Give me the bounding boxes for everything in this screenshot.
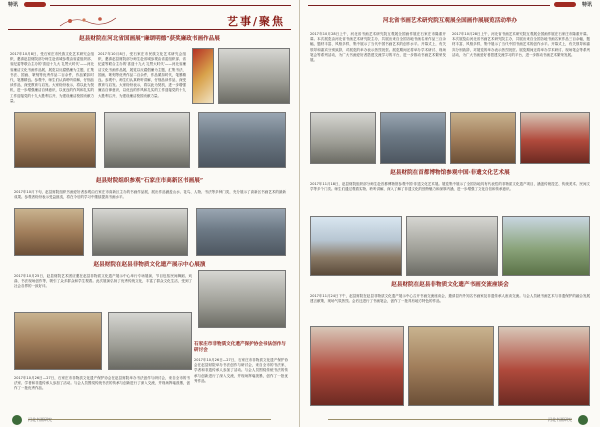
right-article3-headline: 赵县财院在赵县非物质文化遗产书画交流座谈会 [391,282,509,288]
article2-headline: 赵县财院组织参观“石家庄市高新区书画展” [95,178,204,184]
right-footer-rule [328,419,572,420]
left-header-bar [0,0,299,9]
right-article3-text: 2017年11月24日下午，赵县财院在赵县非物质文化遗产展示中心召开书画交流座谈会，邀请县内外知名书画家及非遗传承人座谈交流。与会人员就书画艺术与非遗保护的融合发展建言献策，现场气氛热烈。会后还进行了书画笔会，创作了一批具有地方特色的作品。 [310,294,590,304]
handshake-photo [14,312,102,370]
group-meeting-photo [92,208,188,256]
right-article2-text: 2017年11月18日，赵县财院组织部分师生赴首都博物馆参观中国·非遗文化艺术展。展览集中展示了全国各地具有代表性的非物质文化遗产项目，涵盖传统技艺、传统美术、民间文学等多个门类。师生们通过观看实物、聆听讲解，深入了解了非遗文化的独特魅力和深厚内涵，进一步增强了文化自信和传承意识。 [310,182,590,192]
seminar-photo [310,326,404,406]
outdoor-group-photo [502,216,590,276]
exhibit-viewing-photo [406,216,498,276]
section-banner [8,12,291,30]
article1-text-col1: 2017年10月8日，受石家庄市民族文化艺术研究会组织，邀请赵县财院部分师生赴省城参观由省委组织部、省纪委等联合主办的‘喜迎十九大 礼赞大时代’——河北省廉洁文化书画作品展，展览以反腐倡廉为主题，汇集书法、国画、篆刻等优秀作品二百余件，作品紧扣时代，笔墨精良。参观中，师生们认真聆听讲解，仔细品读作品，深受教育与启发。大家纷纷表示，将以此为契机，进一步增强廉洁自律意识，以优良的作风和扎实的工作迎接党的十九大胜利召开，为建设廉洁校园贡献力量。 [10,52,94,103]
left-footer [0,413,299,427]
performance-photo [198,270,286,328]
audience-photo [108,312,192,370]
left-header-rule [50,5,291,6]
art-room-photo [14,208,84,256]
article4-headline: 石家庄市非物质文化遗产保护协会书法创作与研讨会 [194,342,286,353]
left-header-pill [24,2,46,7]
group-photo-banner [520,112,590,164]
right-article1-headline: 河北省书画艺术研究院互观展全国画作展展览活动举办 [382,18,518,24]
flower-decoration-icon [58,14,118,28]
left-magazine-name: 河北书画研究 [28,417,52,422]
right-page-number-badge [578,415,588,425]
right-footer [300,413,600,427]
article1-text-col2: 2017年10月8日，受石家庄市民族文化艺术研究会组织，邀请赵县财院部分师生赴省城参观由省委组织部、省纪委等联合主办的‘喜迎十九大 礼赞大时代’——河北省廉洁文化书画作品展，展览以反腐倡廉为主题，汇集书法、国画、篆刻等优秀作品二百余件，作品紧扣时代，笔墨精良。参观中，师生们认真聆听讲解，仔细品读作品，深受教育与启发。大家纷纷表示，将以此为契机，进一步增强廉洁自律意识，以优良的作风和扎实的工作迎接党的十九大胜利召开，为建设廉洁校园贡献力量。 [98,52,186,98]
calligraphy-wall-photo [14,112,96,168]
brush-writing-photo [408,326,494,406]
banner-group-photo [498,326,590,406]
museum-exterior-photo [310,216,402,276]
article2-text: 2017年10月下旬，赵县财院组织书画爱好者参观由石家庄市高新区主办的书画作品展，展出作品涵盖山水、花鸟、人物、书法等多种门类，充分展示了高新区书画艺术的最新成果。参观者纷纷表示受益匪浅，将在今后的学习中继续提高书画水平。 [14,190,286,200]
right-header-pill [554,2,576,7]
left-footer-rule [28,419,271,420]
left-header-tab: 特讯 [8,2,19,8]
article1-headline: 赵县财院在河北省国画展“廉颂明德”获奖廉政书画作品展 [79,36,220,42]
speech-photo [380,112,446,164]
right-article2-headline: 赵县财院在首都博物馆参观中国·非遗文化艺术展 [390,170,510,176]
exhibition-hall-photo [218,48,290,104]
poster-photo [192,48,214,104]
article4-text-left: 2017年10月26日—27日，石家庄市非物质文化遗产保护协会在赵县财院举办书法创作与研讨会，来自全市的书法家、学者和非遗传承人参加了活动。与会人员围绕传统书法的传承与创新进行了深入交流，并现场挥毫泼墨，创作了一批优秀作品。 [14,376,190,391]
article3-text: 2017年10月25日，赵县财院艺术团应邀在赵县非物质文化遗产展示中心举行专场展演，节目包括民间舞蹈、戏曲、书法现场创作等，吸引了众多群众和学生观看。此次展演弘扬了优秀传统文化，丰富了群众文化生活，受到了社会各界的一致好评。 [14,274,192,289]
gallery-visitors-photo [198,112,286,168]
right-article1-text-col2: 2017年10月28日上午，河北省书画艺术研究院互观展全国画作展在石家庄市隆重开幕。本次展览由河北省书画艺术研究院主办，共展出来自全国各地书画名家作品三百余幅，题材丰富、风格多样，集中展示了当代中国书画艺术的创作水平。开幕式上，有关领导和嘉宾分别致辞，对展览的举办表示热烈祝贺。展览期间还将举办学术研讨、现场笔会等系列活动，为广大书画爱好者搭建交流学习的平台，进一步推动书画艺术繁荣发展。 [452,32,590,57]
presentation-photo [196,208,286,256]
opening-ceremony-photo [310,112,376,164]
painting-demo-photo [450,112,516,164]
right-header-bar [300,0,600,9]
right-page [300,0,600,427]
article4-text: 2017年10月26日—27日，石家庄市非物质文化遗产保护协会在赵县财院举办书法创作与研讨会，来自全市的书法家、学者和非遗传承人参加了活动。与会人员围绕传统书法的传承与创新进行了深入交流，并现场挥毫泼墨，创作了一批优秀作品。 [194,358,288,383]
left-page-number-badge [12,415,22,425]
right-header-tab: 特讯 [581,2,592,8]
section-title: 艺事/聚焦 [226,15,285,28]
article3-headline: 赵县财院在赵县非物质文化遗产展示中心展演 [93,262,206,268]
painting-viewing-photo [104,112,190,168]
right-header-rule [308,5,550,6]
right-magazine-name: 河北书画研究 [548,417,572,422]
right-article1-text-col1: 2017年10月28日上午，河北省书画艺术研究院互观展全国画作展在石家庄市隆重开幕。本次展览由河北省书画艺术研究院主办，共展出来自全国各地书画名家作品三百余幅，题材丰富、风格多样，集中展示了当代中国书画艺术的创作水平。开幕式上，有关领导和嘉宾分别致辞，对展览的举办表示热烈祝贺。展览期间还将举办学术研讨、现场笔会等系列活动，为广大书画爱好者搭建交流学习的平台，进一步推动书画艺术繁荣发展。 [310,32,446,63]
